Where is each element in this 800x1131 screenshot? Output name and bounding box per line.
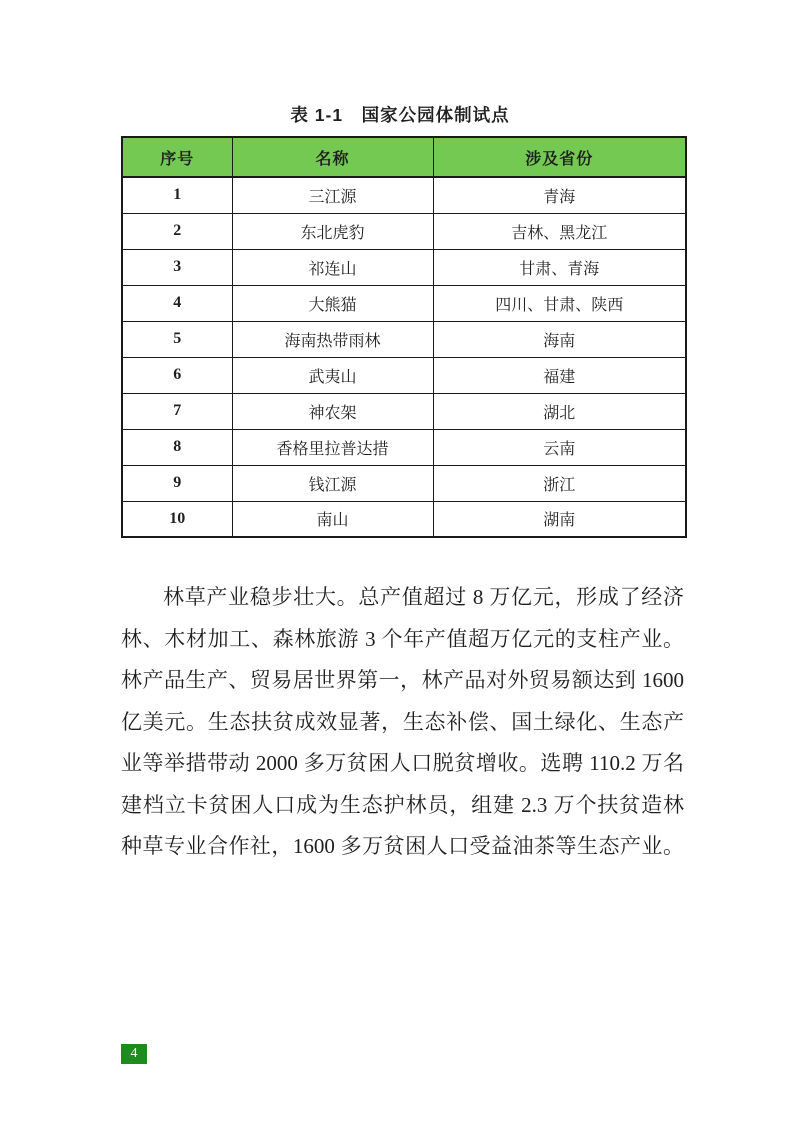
cell-no: 6 (122, 357, 232, 393)
cell-no: 2 (122, 213, 232, 249)
cell-provinces: 吉林、黑龙江 (433, 213, 686, 249)
cell-provinces: 浙江 (433, 465, 686, 501)
cell-provinces: 海南 (433, 321, 686, 357)
table-row (122, 393, 686, 429)
cell-name: 大熊猫 (232, 285, 433, 321)
cell-name: 钱江源 (232, 465, 433, 501)
cell-no: 5 (122, 321, 232, 357)
cell-no: 1 (122, 177, 232, 213)
table-row (122, 249, 686, 285)
paragraph-line: 林产品生产、贸易居世界第一，林产品对外贸易额达到 1600 (121, 668, 684, 692)
cell-name: 三江源 (232, 177, 433, 213)
cell-no: 7 (122, 393, 232, 429)
table-row (122, 213, 686, 249)
paragraph-line: 种草专业合作社，1600 多万贫困人口受益油茶等生态产业。 (121, 834, 684, 858)
cell-provinces: 四川、甘肃、陕西 (433, 285, 686, 321)
table-header-row (122, 137, 686, 177)
paragraph-line: 林草产业稳步壮大。总产值超过 8 万亿元，形成了经济 (163, 585, 684, 609)
cell-provinces: 青海 (433, 177, 686, 213)
national-parks-table (121, 136, 687, 538)
table-row (122, 429, 686, 465)
cell-name: 东北虎豹 (232, 213, 433, 249)
cell-provinces: 福建 (433, 357, 686, 393)
cell-name: 南山 (232, 501, 433, 537)
cell-no: 9 (122, 465, 232, 501)
body-paragraph (121, 577, 684, 868)
cell-no: 10 (122, 501, 232, 537)
cell-no: 3 (122, 249, 232, 285)
table-row (122, 465, 686, 501)
cell-name: 海南热带雨林 (232, 321, 433, 357)
paragraph-line: 林、木材加工、森林旅游 3 个年产值超万亿元的支柱产业。 (121, 626, 684, 651)
cell-provinces: 湖北 (433, 393, 686, 429)
paragraph-line: 业等举措带动 2000 多万贫困人口脱贫增收。选聘 110.2 万名 (121, 751, 684, 775)
cell-provinces: 湖南 (433, 501, 686, 537)
cell-no: 8 (122, 429, 232, 465)
table-row (122, 177, 686, 213)
paragraph-line: 亿美元。生态扶贫成效显著，生态补偿、国土绿化、生态产 (121, 709, 684, 734)
table-row (122, 321, 686, 357)
page-number-badge: 4 (121, 1044, 147, 1064)
cell-name: 神农架 (232, 393, 433, 429)
paragraph-line: 建档立卡贫困人口成为生态护林员，组建 2.3 万个扶贫造林 (121, 792, 684, 817)
column-header-provinces: 涉及省份 (433, 137, 686, 177)
table-title: 表 1-1 国家公园体制试点 (290, 105, 510, 125)
table-row (122, 357, 686, 393)
table-row (122, 501, 686, 537)
cell-name: 武夷山 (232, 357, 433, 393)
table-row (122, 285, 686, 321)
cell-provinces: 云南 (433, 429, 686, 465)
cell-name: 香格里拉普达措 (232, 429, 433, 465)
cell-provinces: 甘肃、青海 (433, 249, 686, 285)
column-header-no: 序号 (122, 137, 232, 177)
cell-no: 4 (122, 285, 232, 321)
cell-name: 祁连山 (232, 249, 433, 285)
column-header-name: 名称 (232, 137, 433, 177)
